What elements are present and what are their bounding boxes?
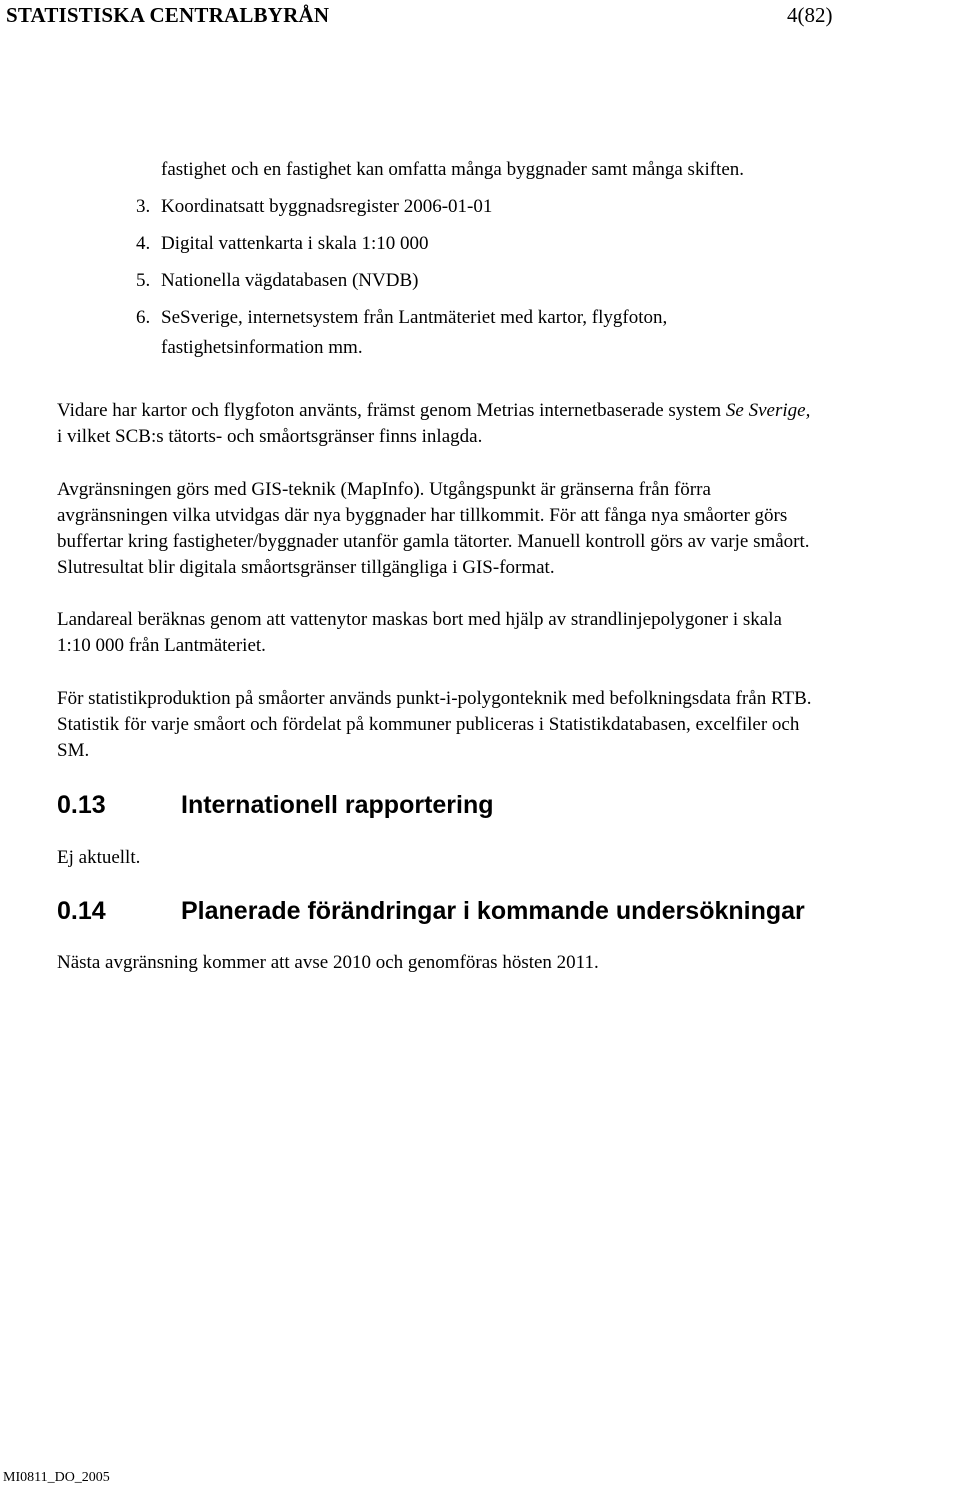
section-title: Planerade förändringar i kommande undersökningar (181, 897, 805, 925)
section-number: 0.13 (57, 791, 106, 819)
list-continuation: fastighet och en fastighet kan omfatta många byggnader samt många skiften. (161, 159, 745, 180)
paragraph-line: För statistikproduktion på småorter används punkt-i-polygonteknik med befolkningsdata från RTB. (57, 688, 812, 709)
list-text: Nationella vägdatabasen (NVDB) (161, 270, 419, 291)
list-item (0, 233, 960, 259)
list-text: Digital vattenkarta i skala 1:10 000 (161, 233, 429, 254)
paragraph-line: 1:10 000 från Lantmäteriet. (57, 635, 266, 656)
list-number: 4. (136, 233, 151, 254)
paragraph-line (57, 398, 957, 424)
section-title: Internationell rapportering (181, 791, 494, 819)
section-body: Ej aktuellt. (57, 847, 141, 868)
paragraph (57, 477, 957, 581)
list-text: Koordinatsatt byggnadsregister 2006-01-01 (161, 196, 493, 217)
paragraph-line: avgränsningen vilka utvidgas där nya byggnader har tillkommit. För att fånga nya småorter görs (57, 505, 788, 526)
paragraph (57, 686, 957, 764)
list-item (0, 196, 960, 222)
paragraph-line: buffertar kring fastigheter/byggnader utanför gamla tätorter. Manuell kontroll görs av varje småort. (57, 531, 810, 552)
list-number: 5. (136, 270, 151, 291)
paragraph-line: i vilket SCB:s tätorts- och småortsgränser finns inlagda. (57, 426, 483, 447)
list-item (0, 307, 960, 367)
system-name: Se Sverige, (725, 400, 811, 421)
paragraph-line: SM. (57, 740, 90, 761)
paragraph-line: Statistik för varje småort och fördelat på kommuner publiceras i Statistikdatabasen, excelfiler och (57, 714, 800, 735)
paragraph (57, 398, 957, 450)
footer-document-code: MI0811_DO_2005 (3, 1470, 110, 1485)
header-organization: STATISTISKA CENTRALBYRÅN (6, 3, 330, 27)
list-text: SeSverige, internetsystem från Lantmäteriet med kartor, flygfoton, (161, 307, 668, 328)
paragraph-text: Vidare har kartor och flygfoton använts, främst genom Metrias internetbaserade system (57, 400, 726, 421)
paragraph-line: Slutresultat blir digitala småortsgränser tillgängliga i GIS-format. (57, 557, 555, 578)
paragraph-line: Avgränsningen görs med GIS-teknik (MapInfo). Utgångspunkt är gränserna från förra (57, 479, 711, 500)
list-number: 6. (136, 307, 151, 328)
section-number: 0.14 (57, 897, 106, 925)
list-item (0, 270, 960, 296)
list-text-continued: fastighetsinformation mm. (161, 337, 363, 358)
list-number: 3. (136, 196, 151, 217)
paragraph (57, 607, 957, 659)
section-body: Nästa avgränsning kommer att avse 2010 och genomföras hösten 2011. (57, 952, 599, 973)
paragraph-line: Landareal beräknas genom att vattenytor maskas bort med hjälp av strandlinjepolygoner i skala (57, 609, 782, 630)
page-number: 4(82) (787, 3, 833, 27)
